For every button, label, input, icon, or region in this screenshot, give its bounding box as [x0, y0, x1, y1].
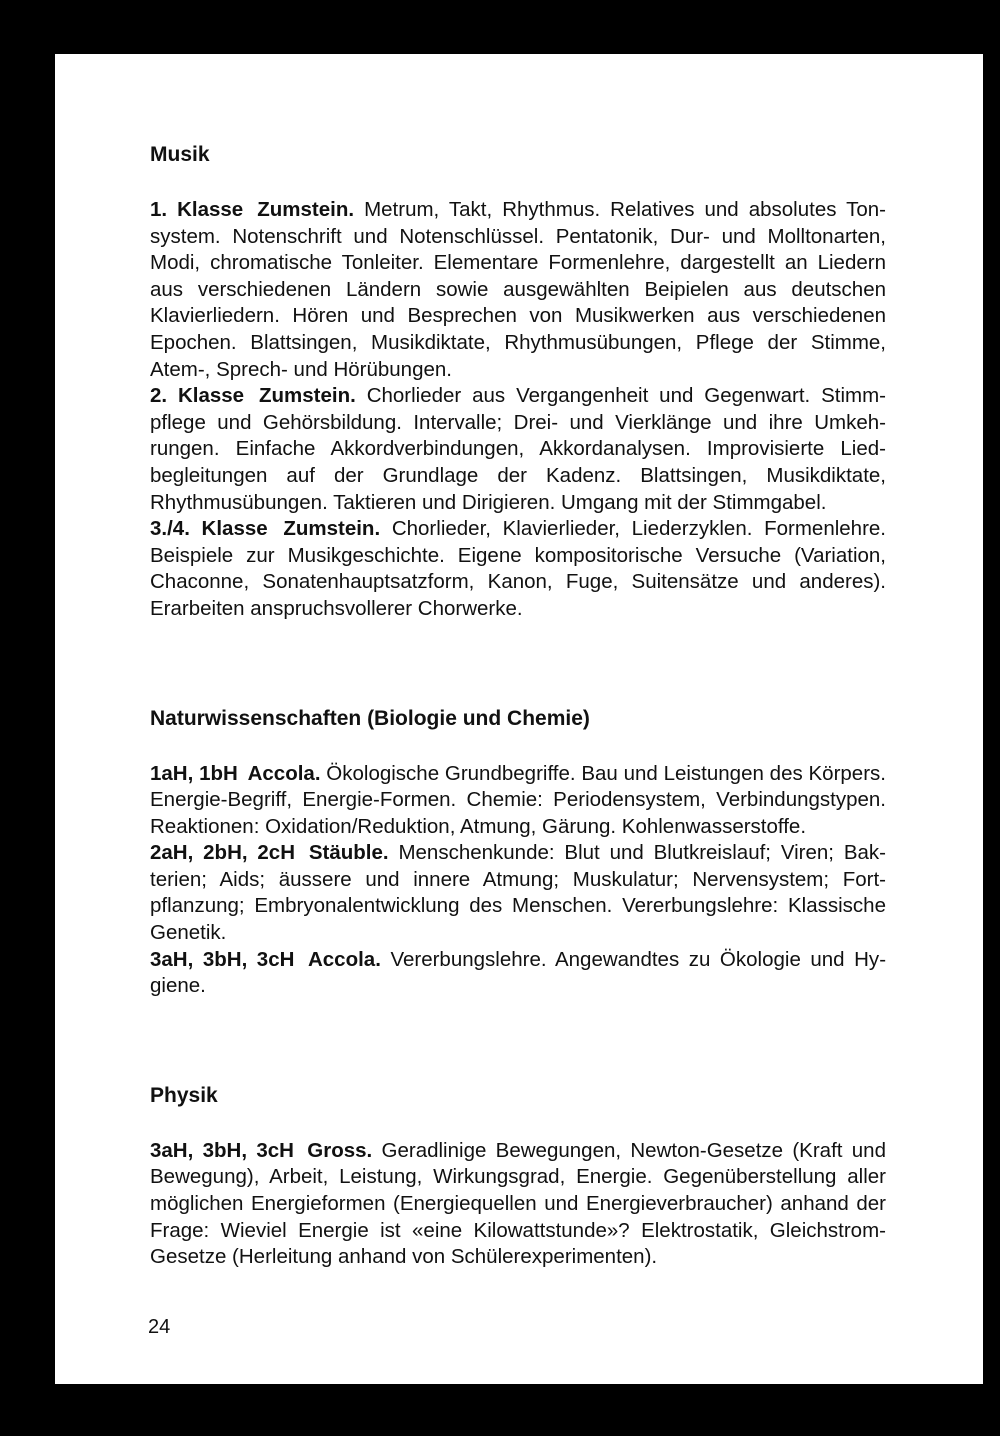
section-title: Naturwissenschaften (Biologie und Chemie): [150, 706, 590, 730]
class-label: 1aH, 1bH: [150, 761, 238, 785]
course-entry: [150, 197, 886, 383]
course-description: Chorlieder, Klavierlieder, Liederzyklen. Formenlehre. Beispiele zur Musikgeschichte. Eigene kompositorische Versuche (Variation, Chaconne, Sonatenhauptsatzform, Kanon, Fuge, Suitensätze und anderes). Erarbeiten anspruchsvollerer Chorwerke.: [150, 517, 886, 620]
section-naturwissenschaften: [150, 706, 886, 1000]
section-title: Musik: [150, 143, 210, 166]
course-entry: [150, 840, 886, 946]
teacher-name: Accola.: [247, 761, 321, 785]
teacher-name: Zumstein.: [283, 517, 381, 541]
teacher-name: Zumstein.: [258, 384, 356, 408]
course-entry: [150, 516, 886, 622]
class-label: 3aH, 3bH, 3cH: [150, 947, 295, 971]
course-entry: [150, 383, 886, 516]
document-page: [55, 54, 983, 1384]
class-label: 3aH, 3bH, 3cH: [150, 1138, 294, 1162]
section-entries: [150, 1138, 886, 1271]
course-description: Ökologische Grundbegriffe. Bau und Leistungen des Körpers. Energie-Begriff, Energie-Formen. Chemie: Periodensystem, Verbindungstypen. Reaktionen: Oxidation/Reduktion, Atmung, Gärung. Kohlenwasserstoffe.: [150, 761, 886, 838]
class-label: 2. Klasse: [150, 384, 245, 408]
page-content: [150, 142, 886, 1271]
teacher-name: Accola.: [307, 947, 381, 971]
course-description: Menschenkunde: Blut und Blutkreislauf; Viren; Bakterien; Aids; äussere und innere Atmung; Muskulatur; Nervensystem; Fortpflanzung; Embryonalentwicklung des Menschen. Vererbungslehre: Klassische Genetik.: [150, 841, 886, 945]
teacher-name: Stäuble.: [308, 841, 389, 865]
page-number: 24: [148, 1316, 171, 1338]
course-description: Geradlinige Bewegungen, Newton-Gesetze (Kraft und Bewegung), Arbeit, Leistung, Wirkungsgrad, Energie. Gegenüberstellung aller möglichen Energieformen (Energiequellen und Energieverbraucher) anhand der Frage: Wieviel Energie ist «eine Kilowattstunde»? Elektrostatik, Gleichstrom-Gesetze (Herleitung anhand von Schülerexperimenten).: [150, 1138, 886, 1269]
course-entry: [150, 1138, 886, 1271]
section-entries: [150, 761, 886, 1000]
teacher-name: Zumstein.: [257, 198, 355, 221]
course-description: Chorlieder aus Vergangenheit und Gegenwart. Stimmpflege und Gehörsbildung. Intervalle; Drei- und Vierklänge und ihre Umkehrungen. Einfache Akkordverbindungen, Akkordanalysen. Improvisierte Liedbegleitungen auf der Grundlage der Kadenz. Blattsingen, Musikdiktate, Rhythmusübungen. Taktieren und Dirigieren. Umgang mit der Stimmgabel.: [150, 384, 886, 514]
course-entry: [150, 761, 886, 841]
section-title: Physik: [150, 1083, 218, 1107]
course-entry: [150, 947, 886, 1000]
teacher-name: Gross.: [307, 1138, 373, 1162]
section-physik: [150, 1083, 886, 1271]
class-label: 2aH, 2bH, 2cH: [150, 841, 296, 865]
course-description: Vererbungslehre. Angewandtes zu Ökologie und Hygiene.: [150, 947, 887, 998]
section-entries: [150, 197, 886, 623]
course-description: Metrum, Takt, Rhythmus. Relatives und absolutes Tonsystem. Notenschrift und Notenschlüssel. Pentatonik, Dur- und Molltonarten, Modi, chromatische Tonleiter. Elementare Formenlehre, dargestellt an Liedern aus verschiedenen Ländern sowie ausgewählten Beipielen aus deutschen Klavierliedern. Hören und Besprechen von Musikwerken aus verschiedenen Epochen. Blattsingen, Musikdiktate, Rhythmusübungen, Pflege der Stimme, Atem-, Sprech- und Hörübungen.: [150, 198, 886, 381]
section-musik: [150, 142, 886, 623]
class-label: 1. Klasse: [150, 198, 244, 221]
class-label: 3./4. Klasse: [150, 517, 268, 541]
